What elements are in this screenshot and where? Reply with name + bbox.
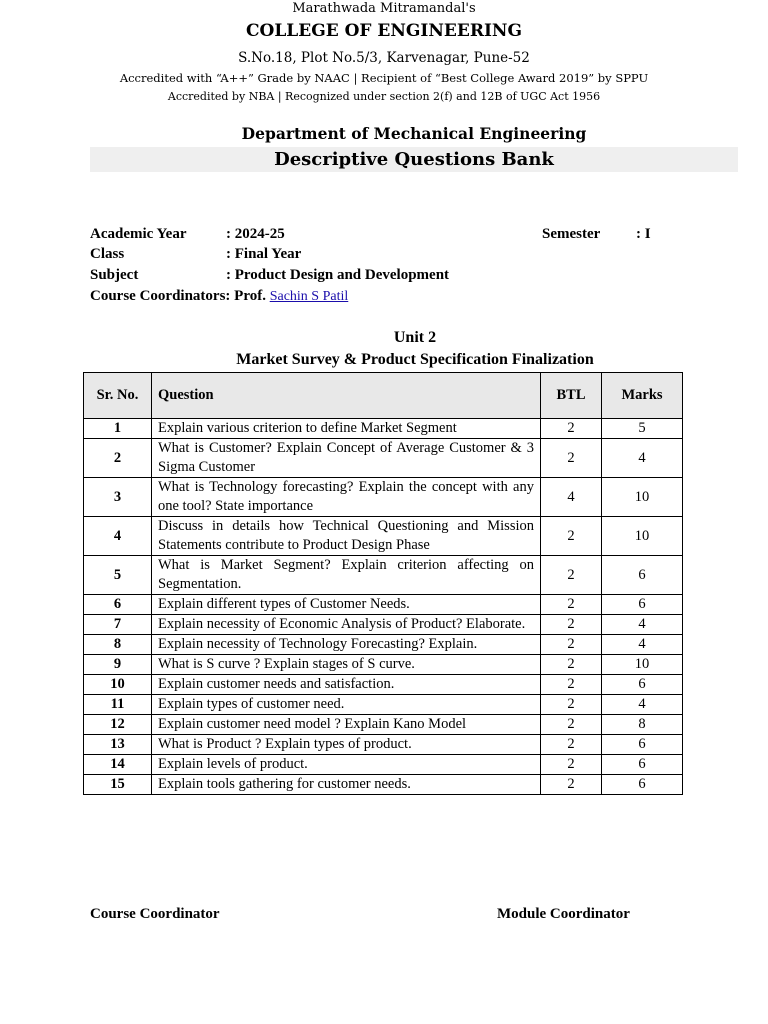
question-cell: Explain necessity of Economic Analysis of Product? Elaborate. bbox=[152, 615, 541, 635]
table-row bbox=[84, 695, 683, 715]
marks-cell: 10 bbox=[602, 655, 683, 675]
question-cell: What is Product ? Explain types of product. bbox=[152, 735, 541, 755]
coordinators-label: Course Coordinators: Prof. bbox=[90, 288, 266, 304]
table-row bbox=[84, 635, 683, 655]
header-btl: BTL bbox=[541, 373, 602, 419]
marks-cell: 6 bbox=[602, 556, 683, 595]
table-row bbox=[84, 419, 683, 439]
table-row bbox=[84, 755, 683, 775]
table-row bbox=[84, 478, 683, 517]
marks-cell: 6 bbox=[602, 675, 683, 695]
marks-cell: 4 bbox=[602, 439, 683, 478]
header-marks: Marks bbox=[602, 373, 683, 419]
btl-cell: 2 bbox=[541, 439, 602, 478]
btl-cell: 2 bbox=[541, 419, 602, 439]
accreditation-naac: Accredited with “A++” Grade by NAAC | Recipient of “Best College Award 2019” by SPPU bbox=[119, 71, 649, 85]
table-row bbox=[84, 615, 683, 635]
header-sr-no: Sr. No. bbox=[84, 373, 152, 419]
btl-cell: 4 bbox=[541, 478, 602, 517]
sr-no-cell: 13 bbox=[84, 735, 152, 755]
table-header-row bbox=[84, 373, 683, 419]
table-row bbox=[84, 675, 683, 695]
semester-label: Semester bbox=[542, 226, 601, 242]
coordinator-link[interactable]: Sachin S Patil bbox=[269, 289, 349, 304]
sr-no-cell: 9 bbox=[84, 655, 152, 675]
course-coordinators bbox=[90, 288, 348, 305]
semester-value: : I bbox=[636, 226, 651, 242]
btl-cell: 2 bbox=[541, 755, 602, 775]
sr-no-cell: 3 bbox=[84, 478, 152, 517]
sr-no-cell: 6 bbox=[84, 595, 152, 615]
accreditation-nba: Accredited by NBA | Recognized under section 2(f) and 12B of UGC Act 1956 bbox=[167, 90, 601, 103]
org-name: Marathwada Mitramandal's bbox=[292, 1, 476, 16]
sr-no-cell: 14 bbox=[84, 755, 152, 775]
marks-cell: 10 bbox=[602, 478, 683, 517]
marks-cell: 6 bbox=[602, 755, 683, 775]
question-cell: Discuss in details how Technical Questioning and Mission Statements contribute to Product Design Phase bbox=[152, 517, 541, 556]
unit-number: Unit 2 bbox=[393, 329, 437, 346]
btl-cell: 2 bbox=[541, 775, 602, 795]
table-row bbox=[84, 556, 683, 595]
college-name: COLLEGE OF ENGINEERING bbox=[246, 21, 522, 41]
marks-cell: 6 bbox=[602, 735, 683, 755]
academic-year-label: Academic Year bbox=[90, 226, 187, 242]
unit-title: Market Survey & Product Specification Finalization bbox=[236, 351, 594, 368]
marks-cell: 4 bbox=[602, 635, 683, 655]
class-label: Class bbox=[90, 246, 125, 262]
module-coordinator-signature: Module Coordinator bbox=[497, 906, 630, 922]
question-cell: Explain types of customer need. bbox=[152, 695, 541, 715]
btl-cell: 2 bbox=[541, 615, 602, 635]
question-cell: Explain tools gathering for customer needs. bbox=[152, 775, 541, 795]
subject-value: : Product Design and Development bbox=[226, 267, 450, 283]
btl-cell: 2 bbox=[541, 715, 602, 735]
questions-table bbox=[83, 372, 683, 795]
question-cell: Explain customer needs and satisfaction. bbox=[152, 675, 541, 695]
question-cell: Explain different types of Customer Needs. bbox=[152, 595, 541, 615]
academic-year-value: : 2024-25 bbox=[226, 226, 285, 242]
marks-cell: 10 bbox=[602, 517, 683, 556]
document-title: Descriptive Questions Bank bbox=[90, 147, 738, 172]
table-row bbox=[84, 735, 683, 755]
sr-no-cell: 4 bbox=[84, 517, 152, 556]
sr-no-cell: 8 bbox=[84, 635, 152, 655]
question-cell: What is Market Segment? Explain criterion affecting on Segmentation. bbox=[152, 556, 541, 595]
subject-label: Subject bbox=[90, 267, 139, 283]
marks-cell: 8 bbox=[602, 715, 683, 735]
sr-no-cell: 12 bbox=[84, 715, 152, 735]
class-value: : Final Year bbox=[226, 246, 302, 262]
question-cell: Explain levels of product. bbox=[152, 755, 541, 775]
btl-cell: 2 bbox=[541, 735, 602, 755]
sr-no-cell: 10 bbox=[84, 675, 152, 695]
table-row bbox=[84, 775, 683, 795]
btl-cell: 2 bbox=[541, 595, 602, 615]
marks-cell: 6 bbox=[602, 775, 683, 795]
btl-cell: 2 bbox=[541, 556, 602, 595]
table-row bbox=[84, 655, 683, 675]
question-cell: What is Technology forecasting? Explain the concept with any one tool? State importance bbox=[152, 478, 541, 517]
marks-cell: 4 bbox=[602, 615, 683, 635]
sr-no-cell: 15 bbox=[84, 775, 152, 795]
marks-cell: 5 bbox=[602, 419, 683, 439]
btl-cell: 2 bbox=[541, 635, 602, 655]
college-address: S.No.18, Plot No.5/3, Karvenagar, Pune-52 bbox=[238, 50, 530, 66]
btl-cell: 2 bbox=[541, 655, 602, 675]
table-row bbox=[84, 715, 683, 735]
question-cell: Explain customer need model ? Explain Kano Model bbox=[152, 715, 541, 735]
sr-no-cell: 1 bbox=[84, 419, 152, 439]
sr-no-cell: 5 bbox=[84, 556, 152, 595]
marks-cell: 4 bbox=[602, 695, 683, 715]
question-cell: What is S curve ? Explain stages of S curve. bbox=[152, 655, 541, 675]
course-coordinator-signature: Course Coordinator bbox=[90, 906, 220, 922]
btl-cell: 2 bbox=[541, 517, 602, 556]
table-row bbox=[84, 517, 683, 556]
question-cell: What is Customer? Explain Concept of Average Customer & 3 Sigma Customer bbox=[152, 439, 541, 478]
marks-cell: 6 bbox=[602, 595, 683, 615]
sr-no-cell: 7 bbox=[84, 615, 152, 635]
sr-no-cell: 2 bbox=[84, 439, 152, 478]
btl-cell: 2 bbox=[541, 675, 602, 695]
department-name: Department of Mechanical Engineering bbox=[241, 124, 587, 143]
header-question: Question bbox=[152, 373, 541, 419]
question-cell: Explain various criterion to define Market Segment bbox=[152, 419, 541, 439]
question-cell: Explain necessity of Technology Forecasting? Explain. bbox=[152, 635, 541, 655]
sr-no-cell: 11 bbox=[84, 695, 152, 715]
table-row bbox=[84, 439, 683, 478]
btl-cell: 2 bbox=[541, 695, 602, 715]
table-row bbox=[84, 595, 683, 615]
